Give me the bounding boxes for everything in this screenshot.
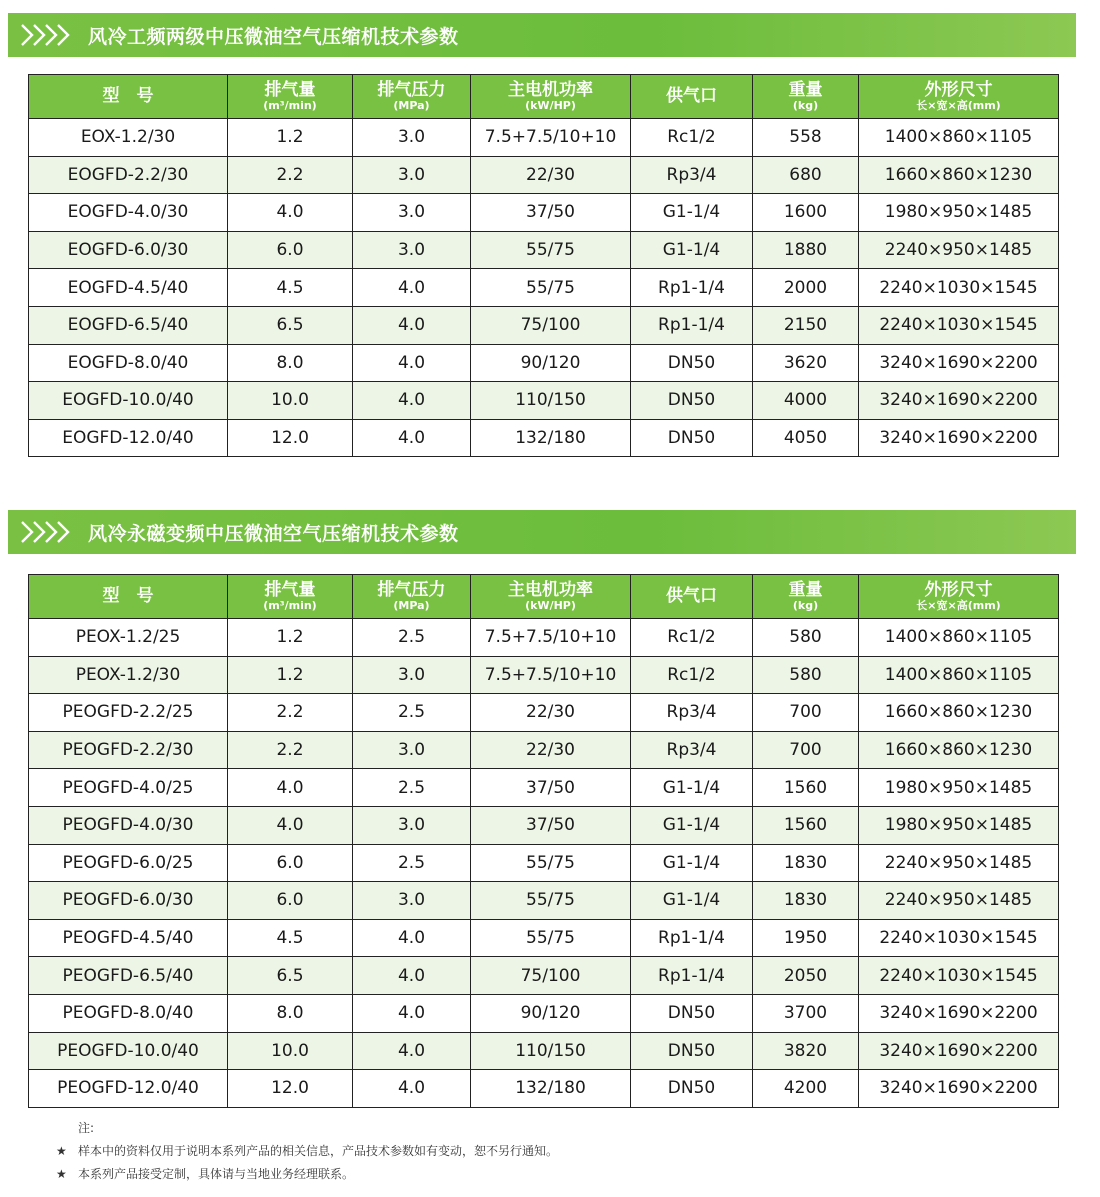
cell-motor-power: 7.5+7.5/10+10 xyxy=(471,119,631,157)
cell-pressure: 2.5 xyxy=(353,619,471,657)
table-row xyxy=(29,419,1059,457)
cell-air-delivery: 8.0 xyxy=(228,994,353,1032)
cell-outlet: DN50 xyxy=(631,1032,753,1070)
header-pressure: 排气压力 (MPa) xyxy=(353,575,471,619)
section1-banner xyxy=(8,13,1076,57)
table-header-row xyxy=(29,575,1059,619)
cell-weight: 4000 xyxy=(753,382,859,420)
table-row xyxy=(29,1070,1059,1108)
cell-pressure: 3.0 xyxy=(353,882,471,920)
cell-outlet: G1-1/4 xyxy=(631,194,753,232)
table-row xyxy=(29,194,1059,232)
cell-outlet: Rp3/4 xyxy=(631,694,753,732)
cell-motor-power: 55/75 xyxy=(471,882,631,920)
cell-pressure: 3.0 xyxy=(353,119,471,157)
cell-motor-power: 75/100 xyxy=(471,957,631,995)
cell-air-delivery: 12.0 xyxy=(228,1070,353,1108)
cell-model: PEOGFD-8.0/40 xyxy=(29,994,228,1032)
cell-dimensions: 1980×950×1485 xyxy=(859,806,1059,844)
cell-outlet: Rp3/4 xyxy=(631,156,753,194)
cell-motor-power: 55/75 xyxy=(471,919,631,957)
header-air-delivery: 排气量 (m³/min) xyxy=(228,75,353,119)
cell-model: EOGFD-10.0/40 xyxy=(29,382,228,420)
cell-motor-power: 37/50 xyxy=(471,806,631,844)
cell-pressure: 4.0 xyxy=(353,994,471,1032)
cell-dimensions: 2240×950×1485 xyxy=(859,882,1059,920)
table-row xyxy=(29,882,1059,920)
cell-outlet: G1-1/4 xyxy=(631,882,753,920)
cell-weight: 1950 xyxy=(753,919,859,957)
cell-motor-power: 37/50 xyxy=(471,769,631,807)
cell-air-delivery: 6.0 xyxy=(228,882,353,920)
table-row xyxy=(29,806,1059,844)
cell-motor-power: 7.5+7.5/10+10 xyxy=(471,656,631,694)
header-pressure: 排气压力 (MPa) xyxy=(353,75,471,119)
cell-dimensions: 2240×1030×1545 xyxy=(859,919,1059,957)
cell-model: PEOX-1.2/25 xyxy=(29,619,228,657)
star-icon: ★ xyxy=(56,1144,67,1158)
cell-air-delivery: 4.0 xyxy=(228,806,353,844)
cell-motor-power: 55/75 xyxy=(471,269,631,307)
cell-air-delivery: 2.2 xyxy=(228,731,353,769)
cell-pressure: 4.0 xyxy=(353,306,471,344)
cell-air-delivery: 1.2 xyxy=(228,619,353,657)
table-row xyxy=(29,306,1059,344)
table-row xyxy=(29,957,1059,995)
cell-pressure: 3.0 xyxy=(353,231,471,269)
cell-weight: 1560 xyxy=(753,769,859,807)
header-outlet: 供气口 xyxy=(631,575,753,619)
cell-dimensions: 1400×860×1105 xyxy=(859,619,1059,657)
notes-heading: 注: xyxy=(78,1121,95,1135)
table-row xyxy=(29,694,1059,732)
cell-dimensions: 1400×860×1105 xyxy=(859,119,1059,157)
cell-pressure: 4.0 xyxy=(353,344,471,382)
table-row xyxy=(29,1032,1059,1070)
section2-banner xyxy=(8,510,1076,554)
cell-motor-power: 110/150 xyxy=(471,382,631,420)
cell-motor-power: 75/100 xyxy=(471,306,631,344)
cell-weight: 2150 xyxy=(753,306,859,344)
cell-pressure: 2.5 xyxy=(353,694,471,732)
cell-model: EOGFD-12.0/40 xyxy=(29,419,228,457)
cell-pressure: 4.0 xyxy=(353,919,471,957)
cell-air-delivery: 10.0 xyxy=(228,1032,353,1070)
header-air-delivery: 排气量 (m³/min) xyxy=(228,575,353,619)
cell-outlet: Rp1-1/4 xyxy=(631,306,753,344)
cell-model: PEOGFD-12.0/40 xyxy=(29,1070,228,1108)
header-model: 型 号 xyxy=(29,75,228,119)
cell-weight: 1880 xyxy=(753,231,859,269)
cell-model: EOGFD-6.5/40 xyxy=(29,306,228,344)
section1-table xyxy=(28,74,1059,457)
cell-model: EOGFD-4.5/40 xyxy=(29,269,228,307)
cell-dimensions: 1980×950×1485 xyxy=(859,769,1059,807)
table-row xyxy=(29,619,1059,657)
cell-pressure: 4.0 xyxy=(353,1032,471,1070)
cell-weight: 1560 xyxy=(753,806,859,844)
cell-outlet: G1-1/4 xyxy=(631,769,753,807)
cell-weight: 700 xyxy=(753,694,859,732)
cell-outlet: G1-1/4 xyxy=(631,231,753,269)
table-row xyxy=(29,156,1059,194)
header-motor-power: 主电机功率 (kW/HP) xyxy=(471,75,631,119)
header-motor-power: 主电机功率 (kW/HP) xyxy=(471,575,631,619)
cell-pressure: 4.0 xyxy=(353,1070,471,1108)
cell-model: EOGFD-8.0/40 xyxy=(29,344,228,382)
cell-model: EOX-1.2/30 xyxy=(29,119,228,157)
cell-weight: 680 xyxy=(753,156,859,194)
cell-dimensions: 2240×1030×1545 xyxy=(859,957,1059,995)
table-row xyxy=(29,656,1059,694)
cell-model: PEOGFD-6.0/25 xyxy=(29,844,228,882)
cell-model: EOGFD-2.2/30 xyxy=(29,156,228,194)
cell-motor-power: 55/75 xyxy=(471,231,631,269)
table-row xyxy=(29,344,1059,382)
cell-outlet: DN50 xyxy=(631,1070,753,1108)
footnotes xyxy=(56,1117,558,1186)
cell-dimensions: 1400×860×1105 xyxy=(859,656,1059,694)
header-weight: 重量 (kg) xyxy=(753,575,859,619)
cell-weight: 3620 xyxy=(753,344,859,382)
cell-air-delivery: 8.0 xyxy=(228,344,353,382)
table-row xyxy=(29,769,1059,807)
cell-pressure: 4.0 xyxy=(353,269,471,307)
note-text: 本系列产品接受定制，具体请与当地业务经理联系。 xyxy=(78,1167,355,1181)
cell-weight: 558 xyxy=(753,119,859,157)
cell-outlet: Rc1/2 xyxy=(631,619,753,657)
cell-weight: 4050 xyxy=(753,419,859,457)
cell-model: PEOGFD-2.2/25 xyxy=(29,694,228,732)
header-outlet: 供气口 xyxy=(631,75,753,119)
section2-title: 风冷永磁变频中压微油空气压缩机技术参数 xyxy=(88,522,459,545)
cell-air-delivery: 2.2 xyxy=(228,156,353,194)
note-item xyxy=(56,1140,558,1163)
cell-model: PEOGFD-10.0/40 xyxy=(29,1032,228,1070)
cell-weight: 3820 xyxy=(753,1032,859,1070)
cell-air-delivery: 10.0 xyxy=(228,382,353,420)
cell-outlet: Rp1-1/4 xyxy=(631,269,753,307)
cell-weight: 1830 xyxy=(753,844,859,882)
section1-title: 风冷工频两级中压微油空气压缩机技术参数 xyxy=(88,25,459,48)
header-dimensions: 外形尺寸 长×宽×高(mm) xyxy=(859,75,1059,119)
cell-outlet: G1-1/4 xyxy=(631,806,753,844)
cell-dimensions: 1980×950×1485 xyxy=(859,194,1059,232)
cell-motor-power: 22/30 xyxy=(471,731,631,769)
table-row xyxy=(29,382,1059,420)
cell-outlet: DN50 xyxy=(631,344,753,382)
cell-weight: 3700 xyxy=(753,994,859,1032)
cell-weight: 580 xyxy=(753,619,859,657)
cell-pressure: 3.0 xyxy=(353,156,471,194)
cell-air-delivery: 6.0 xyxy=(228,844,353,882)
cell-pressure: 3.0 xyxy=(353,656,471,694)
cell-outlet: Rp1-1/4 xyxy=(631,919,753,957)
cell-outlet: Rc1/2 xyxy=(631,119,753,157)
cell-outlet: G1-1/4 xyxy=(631,844,753,882)
cell-air-delivery: 4.5 xyxy=(228,919,353,957)
cell-air-delivery: 4.0 xyxy=(228,769,353,807)
cell-outlet: Rp3/4 xyxy=(631,731,753,769)
triple-chevron-icon xyxy=(16,510,86,554)
cell-motor-power: 90/120 xyxy=(471,344,631,382)
section2-table xyxy=(28,574,1059,1108)
cell-pressure: 3.0 xyxy=(353,731,471,769)
cell-weight: 2050 xyxy=(753,957,859,995)
header-weight: 重量 (kg) xyxy=(753,75,859,119)
table-row xyxy=(29,919,1059,957)
cell-motor-power: 55/75 xyxy=(471,844,631,882)
cell-model: PEOX-1.2/30 xyxy=(29,656,228,694)
cell-outlet: DN50 xyxy=(631,382,753,420)
table-row xyxy=(29,269,1059,307)
note-text: 样本中的资料仅用于说明本系列产品的相关信息，产品技术参数如有变动，恕不另行通知。 xyxy=(78,1144,559,1158)
cell-dimensions: 3240×1690×2200 xyxy=(859,1032,1059,1070)
cell-motor-power: 22/30 xyxy=(471,694,631,732)
cell-dimensions: 3240×1690×2200 xyxy=(859,419,1059,457)
cell-motor-power: 132/180 xyxy=(471,1070,631,1108)
cell-pressure: 3.0 xyxy=(353,806,471,844)
cell-motor-power: 90/120 xyxy=(471,994,631,1032)
cell-pressure: 4.0 xyxy=(353,957,471,995)
cell-outlet: Rp1-1/4 xyxy=(631,957,753,995)
cell-air-delivery: 2.2 xyxy=(228,694,353,732)
triple-chevron-icon xyxy=(16,13,86,57)
table-row xyxy=(29,731,1059,769)
cell-air-delivery: 12.0 xyxy=(228,419,353,457)
cell-air-delivery: 4.5 xyxy=(228,269,353,307)
cell-dimensions: 3240×1690×2200 xyxy=(859,994,1059,1032)
cell-model: EOGFD-6.0/30 xyxy=(29,231,228,269)
cell-air-delivery: 6.5 xyxy=(228,306,353,344)
note-item xyxy=(56,1163,558,1186)
cell-outlet: DN50 xyxy=(631,419,753,457)
cell-air-delivery: 1.2 xyxy=(228,119,353,157)
cell-dimensions: 2240×950×1485 xyxy=(859,844,1059,882)
cell-pressure: 3.0 xyxy=(353,194,471,232)
cell-dimensions: 1660×860×1230 xyxy=(859,694,1059,732)
cell-model: PEOGFD-6.0/30 xyxy=(29,882,228,920)
cell-weight: 4200 xyxy=(753,1070,859,1108)
header-model: 型 号 xyxy=(29,575,228,619)
cell-pressure: 2.5 xyxy=(353,769,471,807)
cell-motor-power: 7.5+7.5/10+10 xyxy=(471,619,631,657)
cell-dimensions: 1660×860×1230 xyxy=(859,731,1059,769)
cell-air-delivery: 6.5 xyxy=(228,957,353,995)
cell-model: PEOGFD-4.0/25 xyxy=(29,769,228,807)
cell-model: PEOGFD-4.0/30 xyxy=(29,806,228,844)
star-icon: ★ xyxy=(56,1167,67,1181)
cell-motor-power: 37/50 xyxy=(471,194,631,232)
cell-outlet: DN50 xyxy=(631,994,753,1032)
cell-weight: 580 xyxy=(753,656,859,694)
cell-air-delivery: 6.0 xyxy=(228,231,353,269)
cell-dimensions: 3240×1690×2200 xyxy=(859,344,1059,382)
cell-motor-power: 132/180 xyxy=(471,419,631,457)
header-dimensions: 外形尺寸 长×宽×高(mm) xyxy=(859,575,1059,619)
cell-model: PEOGFD-2.2/30 xyxy=(29,731,228,769)
cell-model: PEOGFD-6.5/40 xyxy=(29,957,228,995)
cell-dimensions: 1660×860×1230 xyxy=(859,156,1059,194)
cell-dimensions: 2240×1030×1545 xyxy=(859,306,1059,344)
cell-outlet: Rc1/2 xyxy=(631,656,753,694)
cell-air-delivery: 4.0 xyxy=(228,194,353,232)
cell-weight: 1600 xyxy=(753,194,859,232)
table-row xyxy=(29,994,1059,1032)
cell-motor-power: 110/150 xyxy=(471,1032,631,1070)
table-header-row xyxy=(29,75,1059,119)
cell-motor-power: 22/30 xyxy=(471,156,631,194)
cell-dimensions: 2240×1030×1545 xyxy=(859,269,1059,307)
cell-pressure: 2.5 xyxy=(353,844,471,882)
cell-dimensions: 2240×950×1485 xyxy=(859,231,1059,269)
cell-model: EOGFD-4.0/30 xyxy=(29,194,228,232)
cell-weight: 2000 xyxy=(753,269,859,307)
table-row xyxy=(29,844,1059,882)
cell-dimensions: 3240×1690×2200 xyxy=(859,1070,1059,1108)
cell-pressure: 4.0 xyxy=(353,419,471,457)
cell-model: PEOGFD-4.5/40 xyxy=(29,919,228,957)
table-row xyxy=(29,231,1059,269)
cell-dimensions: 3240×1690×2200 xyxy=(859,382,1059,420)
cell-pressure: 4.0 xyxy=(353,382,471,420)
table-row xyxy=(29,119,1059,157)
cell-air-delivery: 1.2 xyxy=(228,656,353,694)
cell-weight: 1830 xyxy=(753,882,859,920)
cell-weight: 700 xyxy=(753,731,859,769)
